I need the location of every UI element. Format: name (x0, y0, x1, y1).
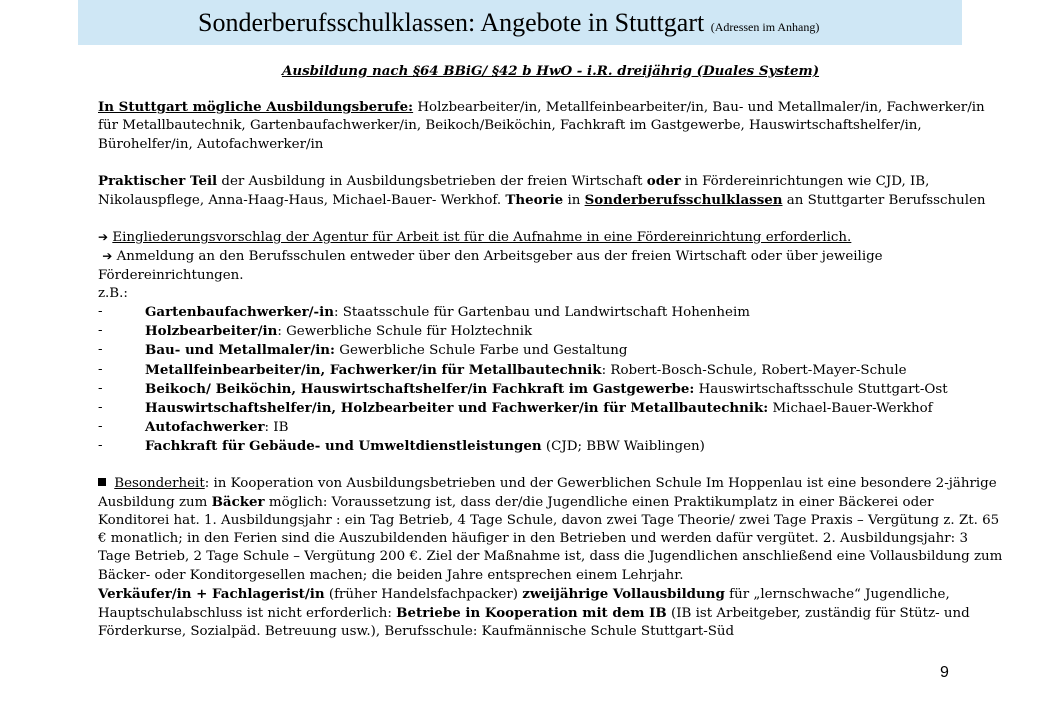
dash-marker: - (98, 304, 103, 320)
list-item (98, 361, 1003, 380)
vollausbildung-label: zweijährige Vollausbildung (522, 585, 725, 602)
praxis-text-3: in (563, 193, 585, 209)
besonderheit-paragraph (98, 475, 1003, 585)
berufe-text: Holzbearbeiter/in, Metallfeinbearbeiter/in, Bau- und Metallmaler/in, Fachwerker/in für Metallbautechnik, Gartenbaufachwerker/in, Beikoch/Beiköchin, Fachkraft im Gastgewerbe, Hauswirtschaftshelfer/in, Bürohelfer/in, Autofachwerker/in (98, 100, 985, 152)
square-bullet-icon (98, 478, 106, 486)
arrow-right-icon: ➔ (102, 249, 113, 264)
kooperation-label: Betriebe in Kooperation mit dem IB (396, 605, 667, 622)
baecker-label: Bäcker (211, 493, 265, 510)
theorie-label: Theorie (505, 192, 564, 209)
praxis-text-1: der Ausbildung in Ausbildungsbetrieben der freien Wirtschaft (217, 173, 647, 189)
verkaeufer-text-3: (IB ist Arbeitgeber, zuständig für Stütz- und Förderkurse, Sozialpäd. Betreuung usw.), Berufsschule: Kaufmännische Schule Stuttgart-Süd (98, 606, 970, 640)
page-title-main: Sonderberufsschulklassen: Angebote in Stuttgart (198, 8, 705, 37)
example-beruf: Hauswirtschaftshelfer/in, Holzbearbeiter und Fachwerker/in für Metallbautechnik: (145, 400, 769, 417)
examples-list (98, 303, 1003, 457)
eingliederung-line (98, 228, 1003, 247)
berufe-label: In Stuttgart mögliche Ausbildungsberufe: (98, 99, 414, 116)
verkaeufer-label: Verkäufer/in + Fachlagerist/in (98, 585, 325, 602)
list-item (98, 380, 1003, 399)
list-item (98, 322, 1003, 341)
page-title (198, 8, 819, 42)
besonderheit-text-1: : in Kooperation von Ausbildungsbetrieben und der Gewerblichen Schule Im Hoppenlau ist eine besondere 2-jährige Ausbildung zum (98, 475, 997, 510)
zb-label: z.B.: (98, 285, 128, 301)
anmeldung-text: Anmeldung an den Berufsschulen entweder über den Arbeitsgeber aus der freien Wirtschaft oder über jeweilige Fördereinrichtungen. (98, 249, 883, 283)
example-beruf: Fachkraft für Gebäude- und Umweltdienstleistungen (145, 438, 542, 455)
example-schule: Gewerbliche Schule Farbe und Gestaltung (335, 343, 628, 359)
besonderheit-label: Besonderheit (114, 475, 205, 491)
title-banner (78, 0, 962, 45)
dash-marker: - (98, 438, 103, 454)
praxis-paragraph (98, 172, 1003, 210)
example-beruf: Holzbearbeiter/in (145, 323, 278, 340)
example-schule: : IB (264, 420, 289, 436)
dash-marker: - (98, 361, 103, 377)
dash-marker: - (98, 380, 103, 396)
list-item (98, 399, 1003, 418)
example-beruf: Beikoch/ Beiköchin, Hauswirtschaftshelfer/in Fachkraft im Gastgewerbe: (145, 380, 695, 397)
besonderheit-text-2: möglich: Voraussetzung ist, dass der/die Jugendliche einen Praktikumplatz in einer Bäckerei oder Konditorei hat. 1. Ausbildungsjahr : ein Tag Betrieb, 4 Tage Schule, davon zwei Tage Theorie/ zwei Tage Praxis – Vergütung z. Zt. 65 € monatlich; in den Ferien sind die Auszubildenden häufiger in den Betrieben und werden dafür vergütet. 2. Ausbildungsjahr: 3 Tage Betrieb, 2 Tage Schule – Vergütung 200 €. Ziel der Maßnahme ist, dass die Jugendlichen anschließend eine Vollausbildung zum Bäcker- oder Konditorgesellen machen; die beiden Jahre entsprechen einem Lehrjahr. (98, 494, 1003, 583)
example-beruf: Bau- und Metallmaler/in: (145, 342, 335, 359)
sonderberufsschulklassen-label: Sonderberufsschulklassen (584, 192, 783, 209)
example-beruf: Autofachwerker (145, 419, 265, 436)
praxis-text-4: an Stuttgarter Berufsschulen (782, 193, 986, 209)
example-beruf: Gartenbaufachwerker/-in (145, 304, 334, 321)
page-number: 9 (940, 664, 949, 681)
example-schule: Michael-Bauer-Werkhof (768, 401, 933, 417)
anmeldung-line (98, 247, 1003, 284)
praxis-label: Praktischer Teil (98, 172, 218, 189)
arrow-right-icon: ➔ (98, 230, 109, 245)
verkaeufer-paragraph (98, 585, 1003, 642)
verkaeufer-text-1: (früher Handelsfachpacker) (324, 586, 523, 602)
page-title-note: (Adressen im Anhang) (710, 20, 820, 34)
praxis-oder: oder (646, 172, 681, 189)
praxis-text-2: in Fördereinrichtungen wie CJD, IB, Nikolauspflege, Anna-Haag-Haus, Michael-Bauer- Werkhof. (98, 173, 930, 209)
example-schule: (CJD; BBW Waiblingen) (541, 439, 705, 455)
dash-marker: - (98, 419, 103, 435)
dash-marker: - (98, 400, 103, 416)
example-beruf: Metallfeinbearbeiter/in, Fachwerker/in für Metallbautechnik (145, 361, 602, 378)
list-item (98, 303, 1003, 322)
dash-marker: - (98, 342, 103, 358)
list-item (98, 418, 1003, 437)
document-body (98, 62, 1003, 641)
section-subheading: Ausbildung nach §64 BBiG/ §42 b HwO - i.R. dreijährig (Duales System) (281, 63, 820, 79)
example-schule: : Gewerbliche Schule für Holztechnik (277, 324, 533, 340)
example-schule: : Staatsschule für Gartenbau und Landwirtschaft Hohenheim (333, 305, 750, 321)
example-schule: : Robert-Bosch-Schule, Robert-Mayer-Schule (601, 362, 907, 378)
example-schule: Hauswirtschaftsschule Stuttgart-Ost (694, 381, 948, 397)
verkaeufer-text-2: für „lernschwache“ Jugendliche, Hauptschulabschluss ist nicht erforderlich: (98, 586, 950, 622)
list-item (98, 341, 1003, 360)
list-item (98, 437, 1003, 456)
berufe-paragraph (98, 98, 1003, 154)
dash-marker: - (98, 323, 103, 339)
eingliederung-text: Eingliederungsvorschlag der Agentur für Arbeit ist für die Aufnahme in eine Fördereinrichtung erforderlich. (112, 230, 852, 246)
